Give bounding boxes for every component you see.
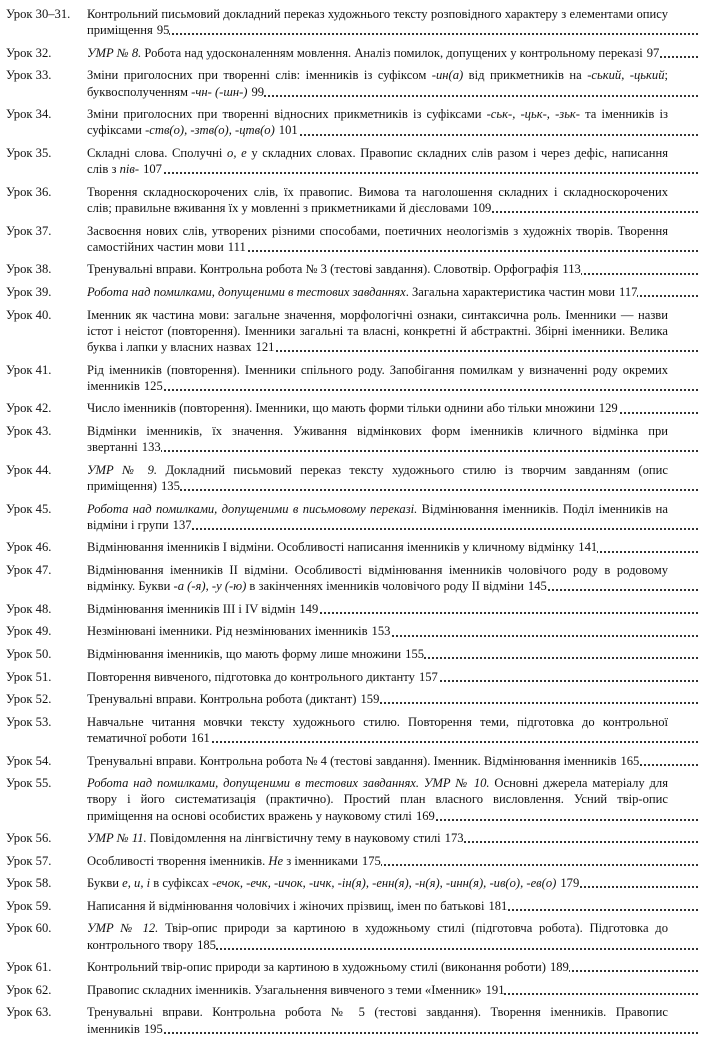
italic-text: -чн- (-шн-) — [191, 84, 248, 99]
title-text: Основні джерела матеріалу для твору і його систематизація (практично). Простий план власного висловлення. Усний твір-опис приміщення на основі особистих вражень у науковому стилі — [87, 776, 668, 823]
lesson-title — [87, 362, 698, 394]
italic-text: -ств(о), -зтв(о), -цтв(о) — [145, 123, 275, 138]
page-number: 185 — [197, 937, 216, 952]
italic-text: Робота над помилками, допущеними в письмовому переказі. — [87, 501, 418, 516]
lesson-title — [87, 539, 698, 555]
title-text: Контрольний твір-опис природи за картиною в художньому стилі (виконання роботи) — [87, 960, 546, 975]
page-number: 179 — [560, 876, 580, 891]
lesson-number: Урок 59. — [6, 898, 52, 913]
lesson-title — [87, 400, 698, 416]
page-number: 149 — [299, 601, 319, 616]
page-number: 169 — [415, 808, 435, 823]
lesson-number: Урок 58. — [6, 876, 52, 891]
page-number: 173 — [444, 831, 464, 846]
toc-entry — [6, 982, 698, 998]
page-number: 145 — [527, 579, 547, 594]
toc-entry — [6, 184, 698, 216]
title-text: Зміни приголосних при творенні слів: іменників із суфіксом — [87, 68, 432, 83]
lesson-title — [87, 145, 698, 177]
title-text: Тренувальні вправи. Контрольна робота (диктант) — [87, 692, 357, 707]
dot-leader — [87, 389, 698, 391]
lesson-title — [87, 875, 698, 891]
toc-entry — [6, 853, 698, 869]
lesson-title — [87, 853, 698, 869]
title-text: Контрольний письмовий докладний переказ художнього тексту розповідного характеру з елементами опису приміщення — [87, 7, 668, 38]
toc-entry — [6, 875, 698, 891]
dot-leader — [87, 450, 698, 452]
title-text: Відмінювання іменників, що мають форму лише множини — [87, 646, 402, 661]
title-text: Повідомлення на лінгвістичну тему в науковому стилі — [146, 831, 441, 846]
italic-text: УМР № 8. — [87, 45, 142, 60]
title-text: Відмінювання іменників І відміни. Особливості написання іменників у кличному відмінку — [87, 540, 575, 555]
toc-entry — [6, 539, 698, 555]
lesson-number: Урок 39. — [6, 284, 52, 299]
title-text: Відмінки іменників, їх значення. Уживання відмінкових форм іменників кличного відмінка при звертанні — [87, 423, 668, 455]
toc-entry — [6, 898, 698, 914]
lesson-number: Урок 35. — [6, 145, 52, 160]
title-text: Творення складноскорочених слів, їх правопис. Вимова та наголошення складних і складноскорочених слів; правильне вживання їх у мовленні з прикметниками й дієсловами — [87, 184, 668, 215]
lesson-number: Урок 38. — [6, 262, 52, 277]
title-text: з іменниками — [283, 853, 358, 868]
title-text: від прикметників на — [463, 68, 588, 83]
toc-entry — [6, 284, 698, 300]
dot-leader — [87, 1032, 698, 1034]
lesson-number: Урок 57. — [6, 853, 52, 868]
lesson-title — [87, 462, 698, 494]
page-number: 159 — [360, 692, 380, 707]
title-text: Написання й відмінювання чоловічих і жіночих прізвищ, імен по батькові — [87, 898, 485, 913]
page-number: 99 — [251, 84, 265, 99]
toc-entry — [6, 669, 698, 685]
toc-entry — [6, 623, 698, 639]
lesson-title — [87, 6, 698, 38]
title-text: . Загальна характеристика частин мови — [405, 284, 616, 299]
title-text: Незмінювані іменники. Рід незмінюваних іменників — [87, 624, 368, 639]
toc-entry — [6, 562, 698, 594]
toc-entry — [6, 830, 698, 846]
italic-text: -ечок, -ечк, -ичок, -ичк, -ін(я), -енн(я), -н(я), -инн(я), -ив(о), -ев(о) — [212, 876, 557, 891]
toc-entry — [6, 362, 698, 394]
lesson-number: Урок 63. — [6, 1005, 52, 1020]
lesson-title — [87, 623, 698, 639]
page-number: 161 — [190, 730, 210, 745]
title-text: Засвоєння нових слів, утворених різними способами, поетичних неологізмів з художніх творів. Творення самостійних частин мови — [87, 223, 668, 254]
title-text: Твір-опис природи за картиною в художньому стилі (підготовча робота). Підготовка до контрольного твору — [87, 921, 668, 952]
lesson-title — [87, 223, 698, 255]
page-number: 117 — [619, 284, 638, 299]
italic-text: Робота над помилками, допущеними в тестових завданнях — [87, 284, 406, 299]
page-number: 157 — [418, 669, 438, 684]
page-number: 95 — [156, 23, 170, 38]
page-number: 125 — [143, 378, 163, 393]
toc-entry — [6, 1004, 698, 1036]
lesson-title — [87, 898, 698, 914]
dot-leader — [87, 172, 698, 174]
lesson-title — [87, 714, 698, 746]
page-number: 155 — [405, 646, 425, 661]
lesson-number: Урок 60. — [6, 921, 52, 936]
lesson-title — [87, 775, 698, 824]
toc-entry — [6, 45, 698, 61]
table-of-contents — [6, 6, 698, 1043]
title-text: Відмінювання іменників. Поділ іменників на відміни і групи — [87, 501, 669, 532]
italic-text: -ин(а) — [431, 68, 464, 83]
title-text: Відмінювання іменників III і IV відмін — [87, 601, 296, 616]
page-number: 109 — [472, 200, 492, 215]
italic-text: пів- — [119, 162, 140, 177]
lesson-title — [87, 959, 698, 975]
lesson-number: Урок 49. — [6, 624, 52, 639]
lesson-number: Урок 55. — [6, 776, 52, 791]
toc-entry — [6, 400, 698, 416]
dot-leader — [87, 33, 698, 35]
title-text: Відмінювання іменників II відміни. Особливості відмінювання іменників чоловічого роду в родовому відмінку. Букви — [87, 562, 668, 594]
title-text: та іменників із суфіксами — [87, 107, 668, 138]
italic-text: УМР № 12. — [87, 921, 159, 936]
lesson-title — [87, 830, 698, 846]
title-text: Особливості творення іменників. — [87, 853, 269, 868]
page-number: 107 — [143, 162, 162, 177]
lesson-title — [87, 982, 698, 998]
page-number: 121 — [255, 339, 275, 354]
toc-entry — [6, 646, 698, 662]
toc-entry — [6, 67, 698, 99]
page-number: 191 — [485, 982, 505, 997]
toc-entry — [6, 714, 698, 746]
lesson-number: Урок 33. — [6, 68, 52, 83]
lesson-title — [87, 1004, 698, 1036]
italic-text: о, е — [227, 145, 247, 160]
toc-entry — [6, 106, 698, 138]
lesson-number: Урок 48. — [6, 601, 52, 616]
title-text: в суфіксах — [150, 876, 213, 891]
lesson-number: Урок 62. — [6, 982, 52, 997]
page-number: 175 — [361, 853, 381, 868]
lesson-number: Урок 42. — [6, 401, 52, 416]
page-number: 181 — [488, 898, 508, 913]
page-number: 113 — [562, 262, 581, 277]
lesson-number: Урок 54. — [6, 753, 52, 768]
lesson-title — [87, 307, 698, 356]
lesson-title — [87, 45, 698, 61]
lesson-number: Урок 61. — [6, 960, 52, 975]
title-text: Робота над удосконаленням мовлення. Аналіз помилок, допущених у контрольному переказі — [141, 45, 643, 60]
title-text: Зміни приголосних при творенні відносних прикметників із суфіксами — [87, 107, 487, 122]
page-number: 97 — [646, 45, 660, 60]
toc-entry — [6, 753, 698, 769]
title-text: Тренувальні вправи. Контрольна робота № 4 (тестові завдання). Іменник. Відмінювання іменників — [87, 753, 617, 768]
lesson-title — [87, 423, 698, 455]
lesson-number: Урок 45. — [6, 501, 52, 516]
lesson-title — [87, 284, 698, 300]
italic-text: -ський, -цький — [587, 68, 665, 83]
toc-entry — [6, 261, 698, 277]
lesson-title — [87, 106, 698, 138]
lesson-number: Урок 56. — [6, 831, 52, 846]
page-number: 133 — [141, 440, 161, 455]
title-text: Рід іменників (повторення). Іменники спільного роду. Запобігання помилкам у визначенні роду окремих іменників — [87, 362, 668, 393]
toc-entry — [6, 423, 698, 455]
toc-entry — [6, 959, 698, 975]
title-text: ; буквосполученням — [87, 68, 669, 99]
title-text: Докладний письмовий переказ тексту художнього стилю із творчим завданням (опис приміщення) — [87, 462, 668, 493]
toc-entry — [6, 307, 698, 356]
lesson-number: Урок 47. — [6, 562, 52, 577]
page-number: 137 — [172, 517, 192, 532]
title-text: Тренувальні вправи. Контрольна робота № 3 (тестові завдання). Словотвір. Орфографія — [87, 262, 559, 277]
italic-text: УМР № 9. — [87, 462, 158, 477]
lesson-number: Урок 34. — [6, 107, 52, 122]
page-number: 189 — [549, 960, 569, 975]
lesson-title — [87, 753, 698, 769]
toc-entry — [6, 775, 698, 824]
toc-entry — [6, 462, 698, 494]
lesson-number: Урок 52. — [6, 692, 52, 707]
title-text: Повторення вивченого, підготовка до контрольного диктанту — [87, 669, 415, 684]
toc-entry — [6, 145, 698, 177]
page-number: 111 — [227, 239, 246, 254]
lesson-number: Урок 30–31. — [6, 7, 71, 21]
lesson-number: Урок 51. — [6, 669, 52, 684]
lesson-number: Урок 41. — [6, 362, 52, 377]
page-number: 195 — [143, 1021, 163, 1036]
lesson-title — [87, 669, 698, 685]
italic-text: УМР № 11. — [87, 831, 147, 846]
lesson-title — [87, 646, 698, 662]
title-text: Число іменників (повторення). Іменники, що мають форми тільки однини або тільки множини — [87, 401, 595, 416]
title-text: Правопис складних іменників. Узагальнення вивченого з теми «Іменник» — [87, 982, 482, 997]
page-number: 153 — [371, 624, 391, 639]
page-number: 129 — [598, 401, 618, 416]
title-text: Іменник як частина мови: загальне значення, морфологічні ознаки, синтаксична роль. Іменники — назви істот і неістот (повторення). Іменники загальні та власні, конкретні й абстрактні. Збірні іменники. Велика буква і лапки у власних назвах — [87, 307, 668, 354]
toc-entry — [6, 920, 698, 952]
lesson-number: Урок 37. — [6, 223, 52, 238]
page-number: 101 — [278, 123, 298, 138]
title-text: у складних словах. Правопис складних слів разом і через дефіс, написання слів з — [87, 145, 669, 177]
lesson-number: Урок 46. — [6, 540, 52, 555]
italic-text: -а (-я), -у (-ю) — [173, 579, 247, 594]
lesson-title — [87, 920, 698, 952]
lesson-number: Урок 50. — [6, 646, 52, 661]
italic-text: -ськ-, -цьк-, -зьк- — [486, 107, 581, 122]
lesson-title — [87, 501, 698, 533]
toc-entry — [6, 601, 698, 617]
lesson-title — [87, 601, 698, 617]
title-text: в закінченнях іменників чоловічого роду II відміни — [246, 579, 524, 594]
lesson-number: Урок 43. — [6, 423, 52, 438]
lesson-number: Урок 40. — [6, 307, 52, 322]
toc-entry — [6, 691, 698, 707]
page-number: 165 — [620, 753, 640, 768]
lesson-title — [87, 184, 698, 216]
title-text: Навчальне читання мовчки тексту художнього стилю. Повторення теми, підготовка до контрольної тематичної роботи — [87, 714, 668, 745]
lesson-title — [87, 691, 698, 707]
title-text: Тренувальні вправи. Контрольна робота № 5 (тестові завдання). Творення іменників. Правопис іменників — [87, 1005, 668, 1036]
italic-text: Робота над помилками, допущеними в тестових завданнях. УМР № 10. — [87, 776, 490, 791]
lesson-title — [87, 67, 698, 99]
title-text: Складні слова. Сполучні — [87, 145, 228, 160]
page-number: 141 — [578, 540, 598, 555]
lesson-title — [87, 261, 698, 277]
title-text: Букви — [87, 876, 123, 891]
lesson-title — [87, 562, 698, 594]
italic-text: е, и, і — [122, 876, 151, 891]
toc-entry — [6, 6, 698, 38]
lesson-number: Урок 36. — [6, 184, 52, 199]
page-number: 135 — [161, 478, 180, 493]
italic-text: Не — [268, 853, 284, 868]
lesson-number: Урок 53. — [6, 714, 52, 729]
lesson-number: Урок 32. — [6, 45, 52, 60]
toc-entry — [6, 223, 698, 255]
toc-entry — [6, 501, 698, 533]
lesson-number: Урок 44. — [6, 462, 52, 477]
